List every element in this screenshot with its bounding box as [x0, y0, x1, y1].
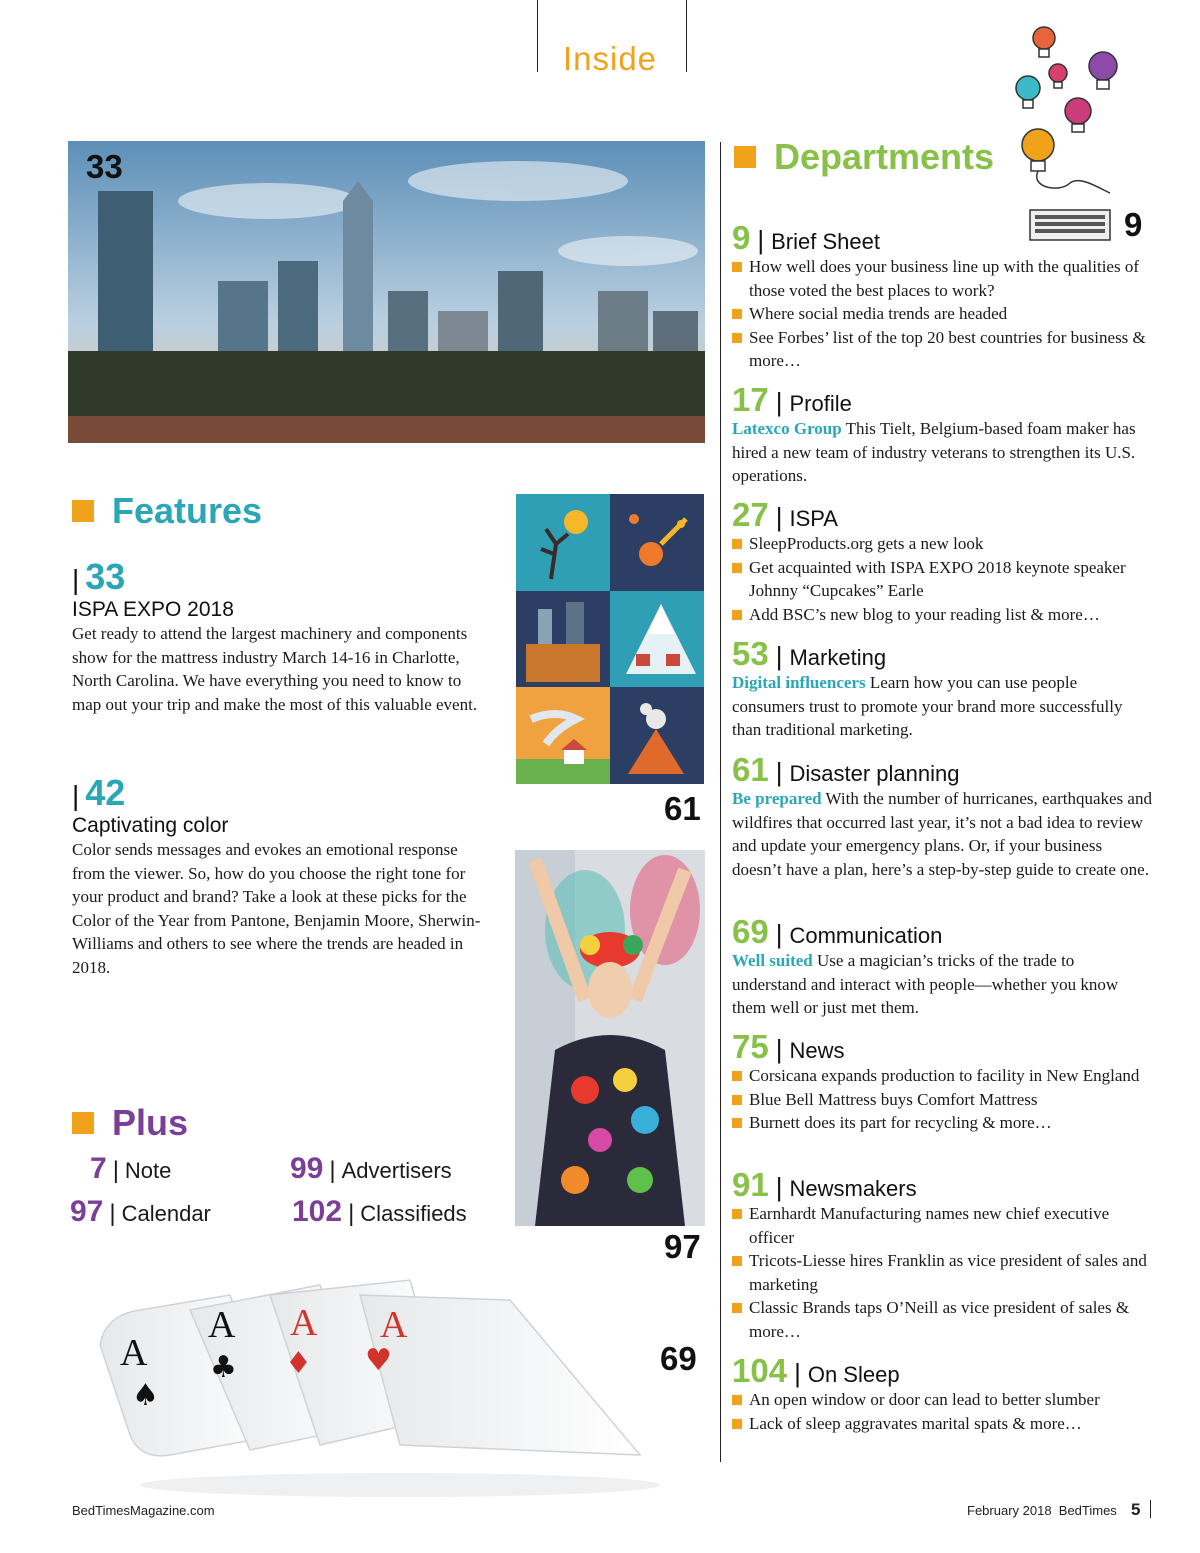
- feature-title: Captivating color: [72, 814, 229, 837]
- departments-heading-label: Departments: [774, 136, 995, 177]
- dept-lead: Latexco Group: [732, 419, 842, 438]
- feature-body: Color sends messages and evokes an emotional response from the viewer. So, how do you choose the right tone for your product and brand? Take a look at these picks for the Color of the Year from Pantone, Benjamin Moore, Sherwin-Williams and others to see where the trends are headed in 2018.: [72, 840, 481, 977]
- charlotte-skyline-photo: [68, 141, 705, 443]
- svg-text:A: A: [120, 1332, 148, 1374]
- list-item: Corsicana expands production to facility in New England: [732, 1064, 1152, 1088]
- svg-text:♥: ♥: [365, 1343, 392, 1378]
- list-item: Tricots-Liesse hires Franklin as vice president of sales and marketing: [732, 1249, 1152, 1296]
- dept-name: Profile: [789, 391, 852, 416]
- dept-number: 53: [732, 635, 769, 672]
- orange-square-icon: [734, 146, 756, 168]
- dept-name: News: [789, 1038, 845, 1063]
- dept-text: Learn how you can use people consumers trust to promote your brand more successfully than traditional marketing.: [732, 673, 1123, 739]
- page-ref-skyline: 33: [86, 148, 123, 185]
- dept-newsmakers: 91 | Newsmakers Earnhardt Manufacturing names new chief executive officer Tricots-Liesse hires Franklin as vice president of sales and marketing Classic Brands taps O’Neill as vice president of sales & more…: [732, 1166, 1152, 1343]
- svg-text:♣: ♣: [210, 1350, 237, 1385]
- footer-site: BedTimesMagazine.com: [72, 1503, 215, 1518]
- dept-number: 75: [732, 1028, 769, 1065]
- dept-name: ISPA: [789, 506, 838, 531]
- plus-number: 97: [70, 1195, 104, 1228]
- svg-text:♠: ♠: [132, 1378, 159, 1413]
- plus-label: Note: [124, 1158, 172, 1183]
- dept-marketing: 53 | Marketing Digital influencers Learn how you can use people consumers trust to promote your brand more successfully than traditional marketing.: [732, 635, 1123, 739]
- page-ref-disaster: 61: [664, 790, 701, 827]
- dept-name: Brief Sheet: [771, 229, 880, 254]
- list-item: Add BSC’s new blog to your reading list & more…: [732, 603, 1152, 627]
- dept-number: 69: [732, 913, 769, 950]
- departments-heading: [734, 136, 994, 178]
- feature-number: 33: [85, 556, 126, 597]
- dept-name: Disaster planning: [789, 761, 960, 786]
- dept-name: Marketing: [789, 645, 887, 670]
- lightbulbs-keyboard-illustration: [1000, 18, 1143, 248]
- feature-ispa-expo: | 33 ISPA EXPO 2018 Get ready to attend the largest machinery and components show for the mattress industry March 14-16 in Charlotte, North Carolina. We have everything you need to know to map out your trip and make the most of this valuable event.: [72, 556, 487, 716]
- dept-text: This Tielt, Belgium-based foam maker has hired a new team of industry veterans to strengthen its U.S. operations.: [732, 419, 1136, 485]
- feature-captivating-color: | 42 Captivating color Color sends messages and evokes an emotional response from the viewer. So, how do you choose the right tone for your product and brand? Take a look at these picks for the Color of the Year from Pantone, Benjamin Moore, Sherwin-Williams and others to see where the trends are headed in 2018.: [72, 772, 487, 979]
- list-item: SleepProducts.org gets a new look: [732, 532, 1152, 556]
- page-ref-bulbs: 9: [1124, 206, 1143, 243]
- footer-issue: February 2018 BedTimes: [967, 1503, 1117, 1518]
- dept-news: 75 | News Corsicana expands production to facility in New England Blue Bell Mattress buys Comfort Mattress Burnett does its part for recycling & more…: [732, 1028, 1152, 1135]
- dept-brief-sheet: 9 | Brief Sheet How well does your business line up with the qualities of those voted the best places to work? Where social media trends are headed See Forbes’ list of the top 20 best countries for business & more…: [732, 219, 1152, 373]
- plus-number: 7: [90, 1152, 107, 1185]
- dept-number: 104: [732, 1352, 788, 1389]
- page-title: Inside: [562, 40, 658, 77]
- dept-lead: Digital influencers: [732, 673, 866, 692]
- svg-text:A: A: [290, 1302, 318, 1344]
- dept-on-sleep: 104 | On Sleep An open window or door can lead to better slumber Lack of sleep aggravates marital spats & more…: [732, 1352, 1152, 1435]
- dept-number: 27: [732, 496, 769, 533]
- dept-lead: Well suited: [732, 951, 813, 970]
- dept-profile: 17 | Profile Latexco Group This Tielt, Belgium-based foam maker has hired a new team of industry veterans to strengthen its U.S. operations.: [732, 381, 1136, 485]
- plus-item-classifieds: 102 | Classifieds: [292, 1195, 467, 1228]
- svg-text:♦: ♦: [285, 1346, 312, 1381]
- plus-label: Calendar: [121, 1201, 211, 1226]
- orange-square-icon: [72, 1112, 94, 1134]
- list-item: How well does your business line up with the qualities of those voted the best places to work?: [732, 255, 1152, 302]
- dept-ispa: 27 | ISPA SleepProducts.org gets a new look Get acquainted with ISPA EXPO 2018 keynote speaker Johnny “Cupcakes” Earle Add BSC’s new blog to your reading list & more…: [732, 496, 1152, 626]
- list-item: Get acquainted with ISPA EXPO 2018 keynote speaker Johnny “Cupcakes” Earle: [732, 556, 1152, 603]
- playing-cards-photo: [80, 1255, 700, 1505]
- dept-number: 17: [732, 381, 769, 418]
- list-item: Blue Bell Mattress buys Comfort Mattress: [732, 1088, 1152, 1112]
- svg-text:A: A: [208, 1304, 236, 1346]
- footer-page-number: 5: [1131, 1500, 1141, 1519]
- page-ref-dancer: 97: [664, 1228, 701, 1265]
- column-divider: [720, 142, 721, 1462]
- plus-number: 102: [292, 1195, 343, 1228]
- features-heading-label: Features: [112, 490, 263, 531]
- plus-item-note: 7 | Note: [90, 1152, 172, 1185]
- dept-number: 9: [732, 219, 751, 256]
- list-item: Where social media trends are headed: [732, 302, 1152, 326]
- dept-lead: Be prepared: [732, 789, 822, 808]
- page-ref-cards: 69: [660, 1340, 697, 1377]
- dept-name: On Sleep: [807, 1362, 900, 1387]
- list-item: Lack of sleep aggravates marital spats & more…: [732, 1412, 1152, 1436]
- list-item: Earnhardt Manufacturing names new chief executive officer: [732, 1202, 1152, 1249]
- dancer-photo: [515, 850, 705, 1226]
- list-item: Classic Brands taps O’Neill as vice president of sales & more…: [732, 1296, 1152, 1343]
- feature-body: Get ready to attend the largest machinery and components show for the mattress industry March 14-16 in Charlotte, North Carolina. We have everything you need to know to map out your trip and make the most of this valuable event.: [72, 624, 478, 714]
- svg-text:A: A: [380, 1304, 408, 1346]
- orange-square-icon: [72, 500, 94, 522]
- list-item: See Forbes’ list of the top 20 best countries for business & more…: [732, 326, 1152, 373]
- footer-rule: [1150, 1500, 1151, 1518]
- features-heading: [72, 490, 262, 532]
- plus-heading: [72, 1102, 188, 1144]
- feature-number: 42: [85, 772, 126, 813]
- dept-number: 91: [732, 1166, 769, 1203]
- plus-number: 99: [290, 1152, 324, 1185]
- dept-communication: 69 | Communication Well suited Use a magician’s tricks of the trade to understand and interact with people—whether you know them well or just met them.: [732, 913, 1119, 1017]
- plus-label: Classifieds: [360, 1201, 467, 1226]
- disaster-icons-grid: [516, 494, 704, 784]
- plus-label: Advertisers: [341, 1158, 452, 1183]
- list-item: An open window or door can lead to better slumber: [732, 1388, 1152, 1412]
- plus-item-advertisers: 99 | Advertisers: [290, 1152, 452, 1185]
- dept-name: Communication: [789, 923, 943, 948]
- plus-heading-label: Plus: [112, 1102, 189, 1143]
- plus-item-calendar: 97 | Calendar: [70, 1195, 211, 1228]
- list-item: Burnett does its part for recycling & more…: [732, 1111, 1152, 1135]
- dept-text: With the number of hurricanes, earthquakes and wildfires that occurred last year, it’s not a bad idea to review and update your emergency plans. Or, if your business doesn’t have a plan, here’s a step-by-step guide to create one.: [732, 789, 1152, 879]
- dept-disaster-planning: 61 | Disaster planning Be prepared With the number of hurricanes, earthquakes and wildfires that occurred last year, it’s not a bad idea to review and update your emergency plans. Or, if your business doesn’t have a plan, here’s a step-by-step guide to create one.: [732, 751, 1152, 879]
- dept-name: Newsmakers: [789, 1176, 917, 1201]
- feature-title: ISPA EXPO 2018: [72, 598, 234, 621]
- dept-number: 61: [732, 751, 769, 788]
- dept-text: Use a magician’s tricks of the trade to understand and interact with people—whether you know them well or just met them.: [732, 951, 1119, 1017]
